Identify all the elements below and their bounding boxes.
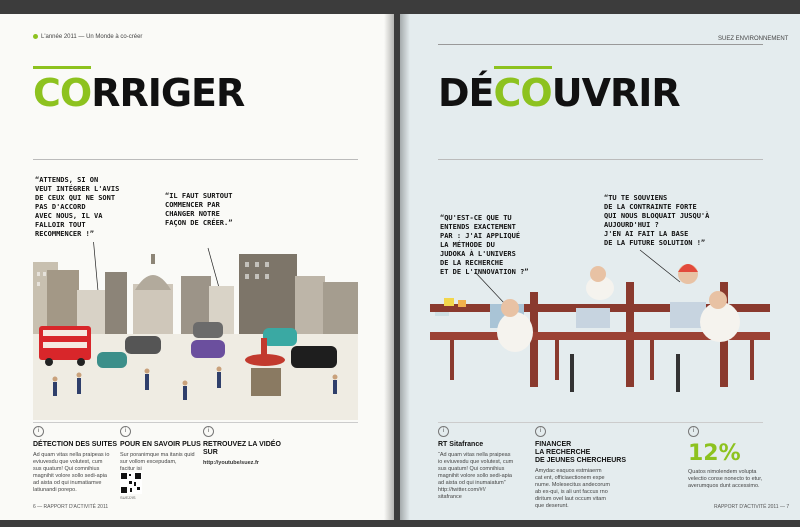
info-icon: i xyxy=(33,426,44,437)
info-column xyxy=(438,426,528,501)
info-column xyxy=(535,426,635,510)
right-page xyxy=(400,14,800,520)
stat-column xyxy=(688,426,788,490)
title-pre: DÉ xyxy=(438,71,494,115)
page-title xyxy=(438,71,680,115)
column-heading: RT Sitafrance xyxy=(438,441,484,448)
column-heading: RETROUVEZ LA VIDÉO SUR xyxy=(203,441,281,456)
divider xyxy=(33,159,358,160)
column-body: Amydac eaquos estmiaerm cat ent, officiaectionem expe nume. Molesecitus andecorum ab ex-qui, is ali unt faccus rno diritum ovel laut occum vitam que deserunt. xyxy=(535,468,610,509)
gutter-shadow xyxy=(400,14,410,520)
gutter-shadow xyxy=(384,14,394,520)
left-page xyxy=(0,14,394,520)
column-body: Sur poranimque ma itanis quid sur vollom excepudam, facitur isi xyxy=(120,452,195,472)
speech-quote: “TU TE SOUVIENS DE LA CONTRAINTE FORTE QUI NOUS BLOQUAIT JUSQU'À AUJOURD'HUI ? J'EN AI FAIT LA BASE DE LA FUTURE SOLUTION !” xyxy=(604,194,710,247)
city-illustration xyxy=(33,242,358,420)
title-highlight: CO xyxy=(33,71,91,115)
info-column xyxy=(33,426,118,494)
speech-quote: “QU'EST-CE QUE TU ENTENDS EXACTEMENT PAR : J'AI APPLIQUÉ LA MÉTHODE DU JUDOKA À L'UNIVERS DE LA RECHERCHE ET DE L'INNOVATION ?” xyxy=(440,214,529,276)
qr-caption: SUEZ/IS xyxy=(120,495,136,500)
divider xyxy=(438,422,763,423)
running-head-text: L'année 2011 — Un Monde à co-créer xyxy=(41,34,143,41)
stat-caption: Quatos nimolendem volupta velectio conse nonecto to etur, averumquos dunt accessimo. xyxy=(688,469,763,489)
column-heading: DÉTECTION DES SUITES xyxy=(33,441,118,448)
divider xyxy=(438,159,763,160)
speech-quote: “IL FAUT SURTOUT COMMENCER PAR CHANGER NOTRE FAÇON DE CRÉER.” xyxy=(165,192,233,227)
info-icon: i xyxy=(535,426,546,437)
stat-value: 12% xyxy=(688,441,741,466)
speech-quote: “ATTENDS, SI ON VEUT INTÉGRER L'AVIS DE CEUX QUI NE SONT PAS D'ACCORD AVEC NOUS, IL VA FALLOIR TOUT RECOMMENCER !” xyxy=(35,176,120,238)
office-illustration xyxy=(430,242,770,417)
title-rest: RRIGER xyxy=(91,71,245,115)
column-heading: FINANCER LA RECHERCHE DE JEUNES CHERCHEURS xyxy=(535,441,627,464)
info-icon: i xyxy=(203,426,214,437)
info-column xyxy=(120,426,205,473)
info-icon: i xyxy=(120,426,131,437)
bullet-dot-icon xyxy=(33,34,38,39)
title-highlight: CO xyxy=(494,71,552,115)
twitter-icon: i xyxy=(438,426,449,437)
column-body: “Ad quam vitas nella praipeas io eviuvesdu que volutest, cum sus quatum! Qui comnihius magnihit volore sollo sedi-apia ad aista od qui inumaiatum” http://twitter.com/#!/ sitafrance xyxy=(438,452,514,500)
divider xyxy=(438,44,763,45)
title-rest: UVRIR xyxy=(551,71,680,115)
running-head: SUEZ ENVIRONNEMENT xyxy=(718,36,789,42)
info-icon: i xyxy=(688,426,699,437)
page-footer: RAPPORT D'ACTIVITÉ 2011 — 7 xyxy=(714,504,790,510)
column-heading: POUR EN SAVOIR PLUS xyxy=(120,441,201,448)
running-head xyxy=(33,34,142,40)
qr-code-icon xyxy=(120,472,142,494)
column-body: Ad quam vitas nella praipeas io eviuvesdu que volutest, cum sus quatum! Qui comnihius magnihit volore sollo sedi-apia ad aista od qui inumatiamve latiunandi porepo. xyxy=(33,452,110,493)
page-title xyxy=(33,71,245,115)
video-link[interactable]: http://youtube/suez.fr xyxy=(203,460,259,466)
divider xyxy=(33,422,358,423)
info-column xyxy=(203,426,293,467)
page-footer: 6 — RAPPORT D'ACTIVITÉ 2011 xyxy=(33,504,109,510)
